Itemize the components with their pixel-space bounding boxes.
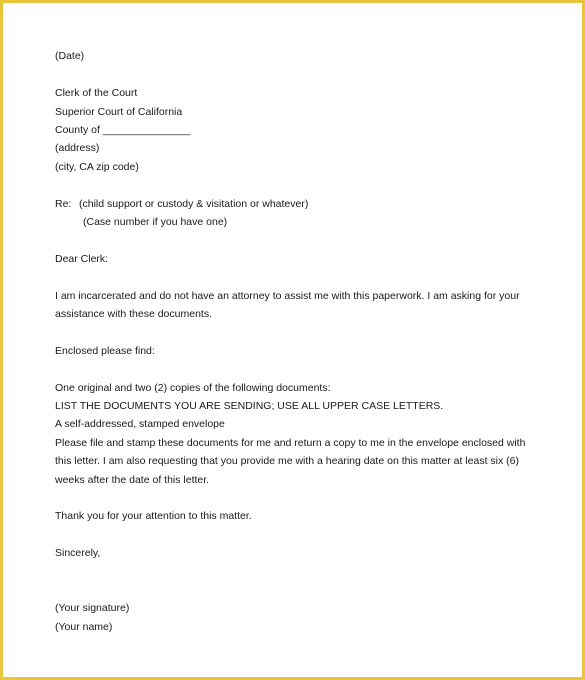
paragraph-2-line-1: Please file and stamp these documents for me and return a copy to me in the envelope enclosed with [55, 437, 526, 449]
signature-placeholder: (Your signature) [55, 602, 130, 614]
recipient-line-5: (city, CA zip code) [55, 161, 139, 173]
recipient-line-1: Clerk of the Court [55, 87, 138, 99]
list-line-3: A self-addressed, stamped envelope [55, 418, 225, 430]
recipient-line-4: (address) [55, 142, 100, 154]
paragraph-1-line-2: assistance with these documents. [55, 308, 212, 320]
enclosed-heading: Enclosed please find: [55, 345, 155, 357]
re-label: Re: [55, 198, 72, 210]
re-case-number: (Case number if you have one) [83, 216, 228, 228]
list-line-2: LIST THE DOCUMENTS YOU ARE SENDING; USE ALL UPPER CASE LETTERS. [55, 400, 444, 412]
letter-page [3, 3, 582, 677]
re-subject: (child support or custody & visitation or whatever) [79, 198, 309, 210]
closing: Sincerely, [55, 547, 101, 559]
paragraph-2-line-3: weeks after the date of this letter. [55, 474, 210, 486]
recipient-line-3: County of _______________ [55, 124, 191, 136]
paragraph-1-line-1: I am incarcerated and do not have an attorney to assist me with this paperwork. I am asking for your [55, 290, 520, 302]
recipient-line-2: Superior Court of California [55, 106, 183, 118]
list-line-1: One original and two (2) copies of the following documents: [55, 382, 331, 394]
thanks-line: Thank you for your attention to this matter. [55, 510, 252, 522]
date-line: (Date) [55, 50, 85, 62]
salutation: Dear Clerk: [55, 253, 109, 265]
name-placeholder: (Your name) [55, 621, 113, 633]
paragraph-2-line-2: this letter. I am also requesting that you provide me with a hearing date on this matter at least six (6) [55, 455, 519, 467]
